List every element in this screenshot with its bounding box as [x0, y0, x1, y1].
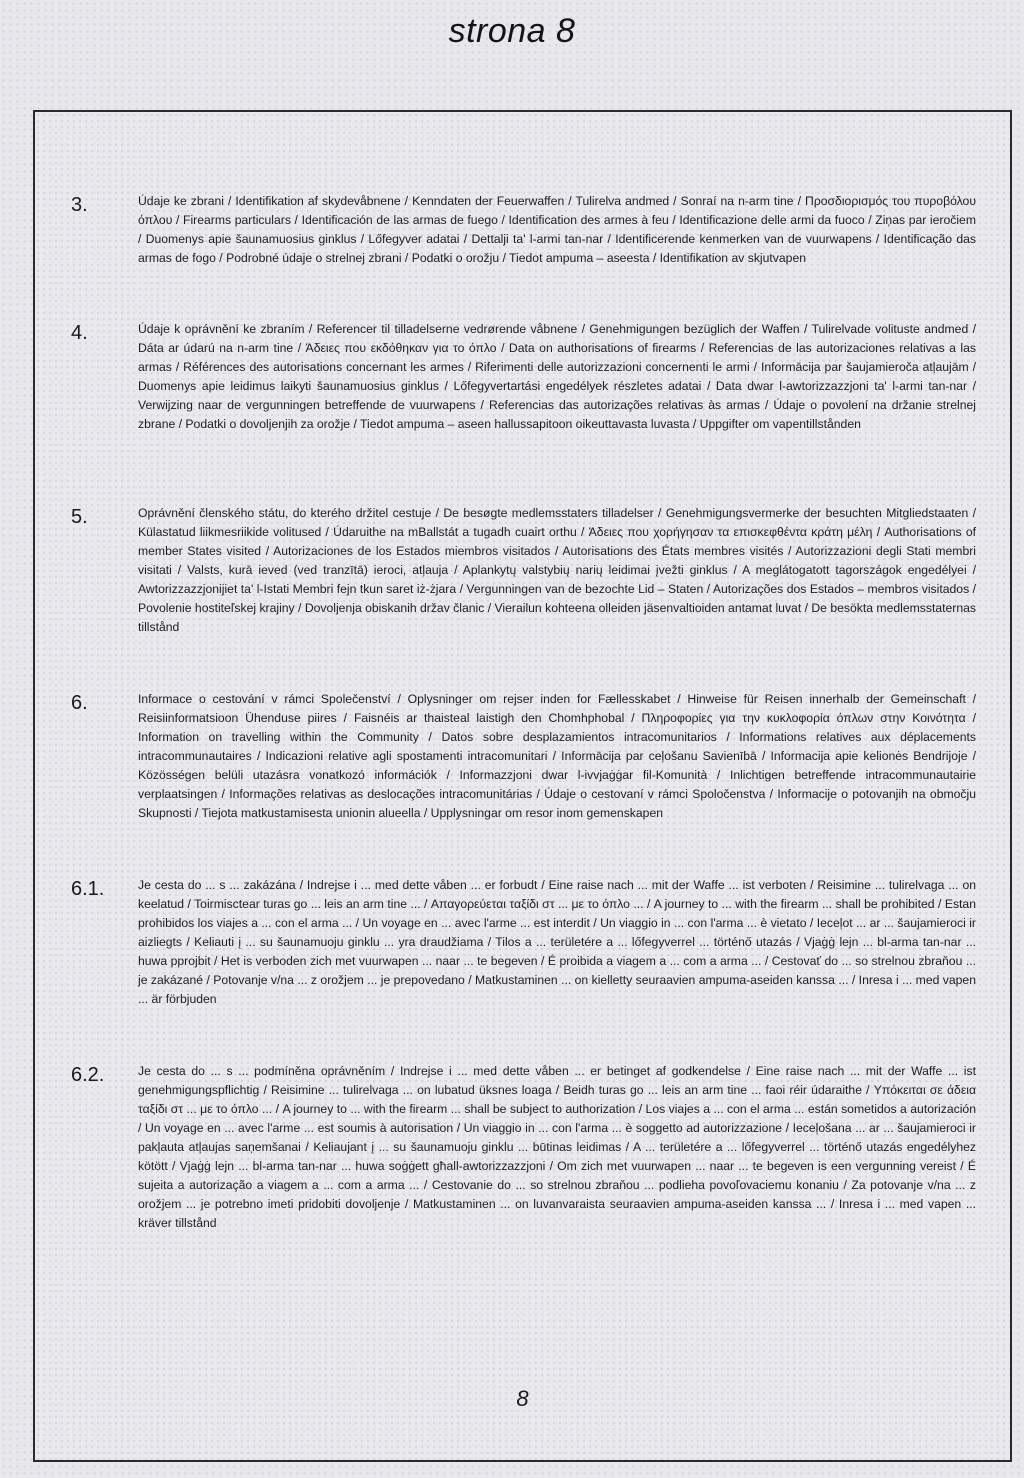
section-number: 4. [71, 322, 88, 344]
section-number: 5. [71, 506, 88, 528]
section-text: Je cesta do ... s ... podmíněna oprávněním / Indrejse i ... med dette våben ... er betinget af godkendelse / Eine raise nach ... mit der Waffe ... ist genehmigungspflichtig / Reisimine ... tulirelvaga ... on lubatud üksnes loaga / Beidh turas go ... leis an arm tine ... faoi réir údaraithe / Υπόκειται σε άδεια ταξίδι στ ... με το όπλο ... / A journey to ... with the firearm ... shall be subject to authorization / Los viajes a ... con el arma ... están sometidos a autorización / Un voyage en ... avec l'arme ... est soumis à autorisation / Un viaggio in ... con l'arma ... è soggetto ad autorizzazione / Ieceļošana ... ar ... šaujamieroci ir pakļauta atļaujas saņemšanai / Keliaujant į ... su šaunamuoju ginklu ... būtinas leidimas / A ... területére a ... lőfegyverrel ... történő utazás engedélyhez kötött / Vjaġġ lejn ... bl-arma tan-nar ... huwa soġġett għall-awtorizzazzjoni / Om zich met vuurwapen ... naar ... te begeven is een vergunning vereist / É sujeita a autorização a viagem a ... com a arma ... / Cestovanie do ... so strelnou zbraňou ... podlieha povoľovaciemu konaniu / Za potovanje v/na ... z orožjem ... je potrebno imeti pridobiti dovoljenje / Matkustaminen ... on luvanvaraista seuraavien ampuma-aseiden kanssa ... / Inresa i ... med vapen ... kräver tillstånd [138, 1064, 976, 1230]
section-text: Údaje ke zbrani / Identifikation af skydevåbnene / Kenndaten der Feuerwaffen / Tulirelva andmed / Sonraí na n-arm tine / Προσδιορισμός του πυροβόλου όπλου / Firearms particulars / Identificación de las armas de fuego / Identification des armes à feu / Identificazione delle armi da fuoco / Ziņas par ieročiem / Duomenys apie šaunamuosius ginklus / Lőfegyver adatai / Dettalji ta' l-armi tan-nar / Identificerende kenmerken van de vuurwapens / Identificação das armas de fogo / Podrobné údaje o strelnej zbrani / Podatki o orožju / Tiedot ampuma – aseesta / Identifikation av skjutvapen [138, 194, 976, 265]
section-text: Je cesta do ... s ... zakázána / Indrejse i ... med dette våben ... er forbudt / Eine raise nach ... mit der Waffe ... ist verboten / Reisimine ... tulirelvaga ... on keelatud / Toirmisctear turas go ... leis an arm tine ... / Απαγορεύεται ταξίδι στ ... με το όπλο ... / A journey to ... with the firearm ... shall be prohibited / Estan prohibidos los viajes a ... con el arma ... / Un voyage en ... avec l'arme ... est interdit / Un viaggio in ... con l'arma ... è vietato / Ieceļot ... ar ... šaujamieroci ir aizliegts / Keliauti į ... su šaunamuoju ginklu ... yra draudžiama / Tilos a ... területére a ... lőfegyverrel ... történő utazás / Vjaġġ lejn ... bl-arma tan-nar ... huwa pprojbit / Het is verboden zich met vuurwapen ... naar ... te begeven / É proibida a viagem a ... com a arma ... / Cestovať do ... so strelnou zbraňou ... je zakázané / Potovanje v/na ... z orožjem ... je prepovedano / Matkustaminen ... on kielletty seuraavien ampuma-aseiden kanssa ... / Inresa i ... med vapen ... är förbjuden [138, 878, 976, 1006]
page-number: 8 [516, 1386, 529, 1411]
page-heading: strona 8 [448, 12, 576, 50]
section-text: Oprávnění členského státu, do kterého držitel cestuje / De besøgte medlemsstaters tilladelser / Genehmigungsvermerke der besuchten Mitgliedstaaten / Külastatud liikmesriikide volitused / Údaruithe na mBallstát a tugadh cuairt orthu / Άδειες που χορήγησαν τα επισκεφθέντα κράτη μέλη / Authorisations of member States visited / Autorizaciones de los Estados miembros visitados / Autorisations des États membres visités / Autorizzazioni degli Stati membri visitati / Valsts, kurā ieved (ved tranzītā) ieroci, atļauja / Aplankytų valstybių narių leidimai įvežti ginklus / A meglátogatott tagországok engedélyei / Awtorizzazzjonijiet ta' l-Istati Membri fejn tkun saret iż-żjara / Vergunningen van de bezochte Lid – Staten / Autorizações dos Estados – membros visitados / Povolenie hostiteľskej krajiny / Dovoljenja obiskanih držav članic / Vierailun kohteena olleiden jäsenvaltioiden antamat luvat / De besökta medlemsstaternas tillstånd [138, 506, 976, 634]
section-number: 6. [71, 692, 88, 714]
section-text: Informace o cestování v rámci Společenství / Oplysninger om rejser inden for Fællesskabet / Hinweise für Reisen innerhalb der Gemeinschaft / Reisiinformatsioon Ühenduse piires / Faisnéis ar thaisteal laistigh den Chomhphobal / Πληροφορίες για την κυκλοφορία όπλων στην Κοινότητα / Information on travelling within the Community / Datos sobre desplazamientos intracomunitarios / Informations relatives aux déplacements intracommunautaires / Indicazioni relative agli spostamenti intracomunitari / Informācija par ceļošanu Savienībā / Informacija apie kelionės Bendrijoje / Közösségen belüli utazásra vonatkozó információk / Informazzjoni dwar l-ivvjaġġar fil-Komunità / Inlichtigen betreffende intracommunautairie verplaatsingen / Informações relativas as deslocações intracomunitárias / Údaje o cestovaní v rámci Spoločenstva / Informacije o potovanjih na območju Skupnosti / Tiejota matkustamisesta unionin alueella / Upplysningar om resor inom gemenskapen [138, 692, 976, 820]
section-number: 6.1. [71, 878, 105, 900]
document-frame [33, 110, 1012, 1462]
section-number: 3. [71, 194, 88, 216]
section-text: Údaje k oprávnění ke zbraním / Referencer til tilladelserne vedrørende våbnene / Genehmigungen bezüglich der Waffen / Tulirelvade volituste andmed / Dáta ar údarú na n-arm tine / Άδειες που εκδόθηκαν για το όπλο / Data on authorisations of firearms / Referencias de las autorizaciones relativas a las armas / Références des autorisations concernant les armes / Riferimenti delle autorizzazioni concernenti le armi / Informācija par šaujamieroča atļaujām / Duomenys apie leidimus laikyti šaunamuosius ginklus / Lőfegyvertartási engedélyek részletes adatai / Data dwar l-awtorizzazzjoni ta' l-armi tan-nar / Verwijzing naar de vergunningen betreffende de vuurwapens / Referencias das autorizações relativas às armas / Údaje o povolení na držanie strelnej zbrane / Podatki o dovoljenjih za orožje / Tiedot ampuma – aseen hallussapitoon oikeuttavasta luvasta / Uppgifter om vapentillstånden [138, 322, 976, 431]
section-number: 6.2. [71, 1064, 105, 1086]
